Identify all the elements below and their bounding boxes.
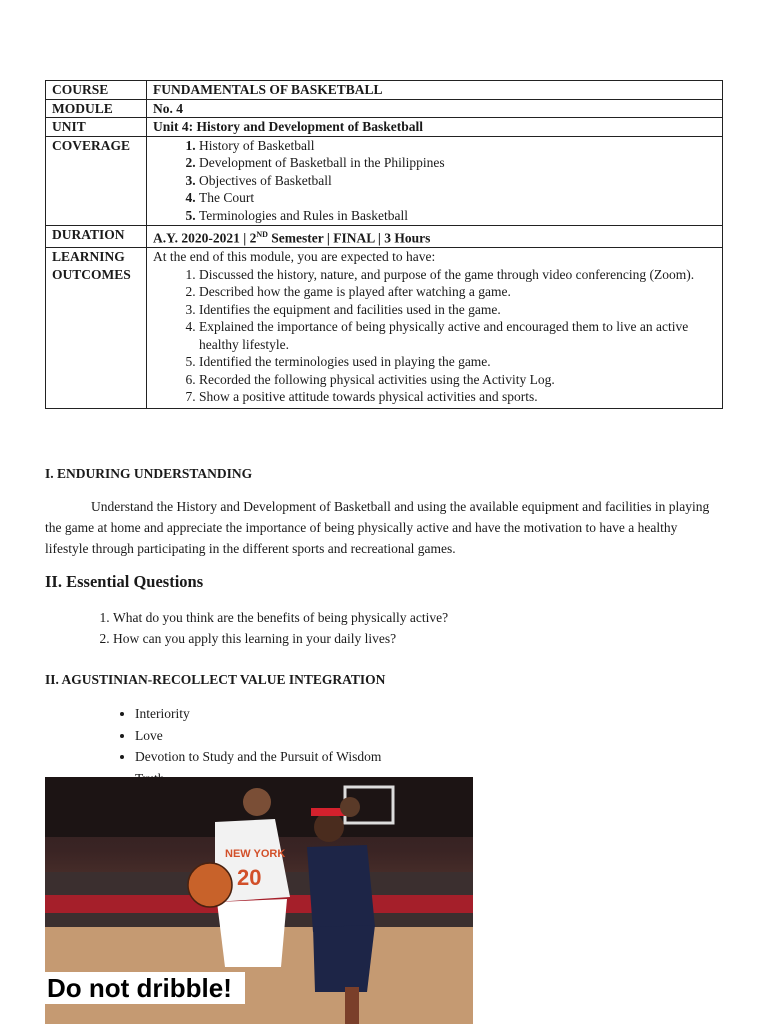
list-item: 4. The Court xyxy=(199,189,716,207)
list-item: • Interiority xyxy=(135,703,381,725)
coverage-label: COVERAGE xyxy=(46,136,147,226)
coverage-list xyxy=(153,137,716,226)
duration-superscript: ND xyxy=(256,230,268,239)
list-item: 1. Discussed the history, nature, and purpose of the game through video conferencing (Zoom). xyxy=(199,266,716,284)
learning-label xyxy=(46,248,147,409)
list-item: 2. How can you apply this learning in your daily lives? xyxy=(113,628,448,649)
caption-banner: Do not dribble! xyxy=(45,972,245,1004)
learning-label-line1: LEARNING xyxy=(52,249,125,264)
player-two-leg xyxy=(345,987,359,1024)
learning-intro: At the end of this module, you are expected to have: xyxy=(153,249,436,264)
list-item: 2. Described how the game is played after watching a game. xyxy=(199,283,716,301)
essential-heading: II. Essential Questions xyxy=(45,572,204,591)
jersey-number: 20 xyxy=(237,865,262,890)
unit-row xyxy=(46,118,723,137)
list-item: 5. Identified the terminologies used in playing the game. xyxy=(199,353,716,371)
course-info-table xyxy=(45,80,723,409)
list-item: 5. Terminologies and Rules in Basketball xyxy=(199,207,716,225)
list-item: • Love xyxy=(135,725,381,747)
course-label: COURSE xyxy=(46,81,147,100)
course-row xyxy=(46,81,723,100)
list-item: 3. Identifies the equipment and facilities used in the game. xyxy=(199,301,716,319)
duration-suffix: Semester | FINAL | 3 Hours xyxy=(267,230,431,246)
player-two-jersey xyxy=(307,845,375,932)
module-label: MODULE xyxy=(46,99,147,118)
learning-row xyxy=(46,248,723,409)
coverage-row xyxy=(46,136,723,226)
duration-prefix: A.Y. 2020-2021 | 2 xyxy=(153,230,257,246)
coverage-value xyxy=(147,136,723,226)
list-item: 4. Explained the importance of being physically active and encouraged them to live an active healthy lifestyle. xyxy=(199,318,716,353)
player-two-shorts xyxy=(313,925,375,992)
module-row xyxy=(46,99,723,118)
course-value: FUNDAMENTALS OF BASKETBALL xyxy=(147,81,723,100)
duration-label: DURATION xyxy=(46,226,147,248)
list-item: 6. Recorded the following physical activities using the Activity Log. xyxy=(199,371,716,389)
enduring-heading: I. ENDURING UNDERSTANDING xyxy=(45,466,253,481)
enduring-paragraph: Understand the History and Development of Basketball and using the available equipment and facilities in playing the game at home and appreciate the importance of being physically active and have the motivation to have a healthy lifestyle through participating in the different sports and recreational games. xyxy=(45,499,710,556)
player-three-head xyxy=(340,797,360,817)
essential-questions-list xyxy=(45,607,448,649)
learning-list xyxy=(153,266,716,408)
basketball xyxy=(188,863,232,907)
unit-label: UNIT xyxy=(46,118,147,137)
list-item: 2. Development of Basketball in the Philippines xyxy=(199,154,716,172)
module-value: No. 4 xyxy=(147,99,723,118)
values-heading: II. AGUSTINIAN-RECOLLECT VALUE INTEGRATION xyxy=(45,672,386,687)
learning-value xyxy=(147,248,723,409)
player-two-head xyxy=(314,812,344,842)
unit-value: Unit 4: History and Development of Basketball xyxy=(147,118,723,137)
basketball-photo xyxy=(45,777,473,1024)
list-item: 3. Objectives of Basketball xyxy=(199,172,716,190)
player-one-head xyxy=(243,788,271,816)
duration-row xyxy=(46,226,723,248)
jersey-text: NEW YORK xyxy=(225,848,286,860)
list-item: 1. History of Basketball xyxy=(199,137,716,155)
player-one-shorts xyxy=(217,899,287,967)
duration-value xyxy=(147,226,723,248)
list-item: 7. Show a positive attitude towards physical activities and sports. xyxy=(199,388,716,406)
list-item: 1. What do you think are the benefits of being physically active? xyxy=(113,607,448,628)
learning-label-line2: OUTCOMES xyxy=(52,266,131,282)
list-item: • Devotion to Study and the Pursuit of Wisdom xyxy=(135,746,381,768)
